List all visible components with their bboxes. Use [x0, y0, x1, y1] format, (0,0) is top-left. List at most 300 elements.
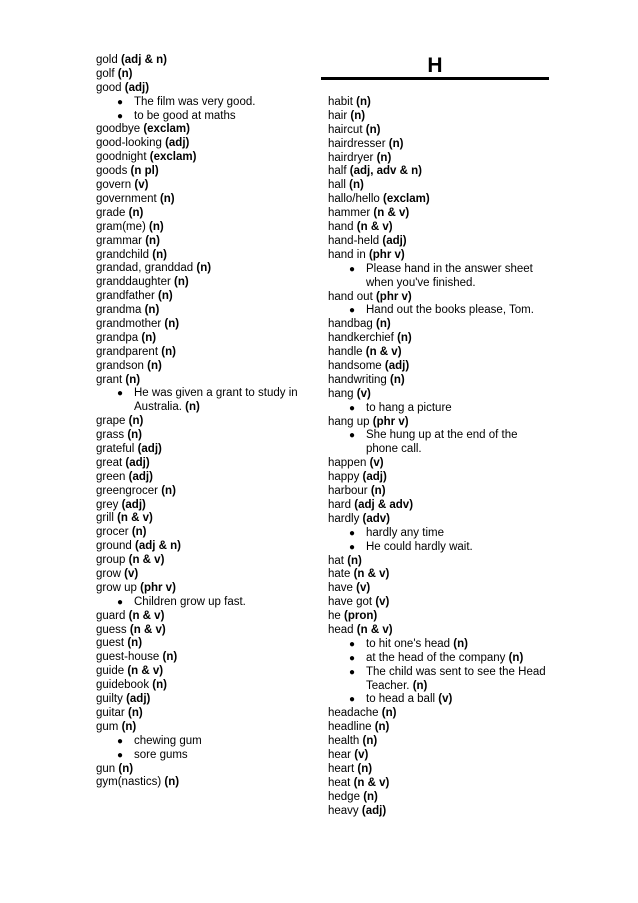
entry-word: golf: [96, 67, 115, 80]
example-text: The child was sent to see the Head Teacher.: [366, 665, 546, 692]
word-entry: [96, 151, 311, 165]
example-part-of-speech: (n): [508, 651, 524, 664]
word-entry: [96, 624, 311, 638]
entry-word: great: [96, 456, 123, 469]
part-of-speech: (n): [375, 318, 391, 331]
part-of-speech: (n): [356, 96, 371, 108]
word-entry: [328, 416, 550, 430]
part-of-speech: (exclam): [149, 151, 197, 164]
word-entry: [96, 721, 311, 735]
example-item: [328, 429, 550, 457]
entry-word: grass: [96, 429, 125, 442]
entry-word: greengrocer: [96, 484, 159, 497]
entry-word: grandfather: [96, 290, 155, 303]
entry-word: haircut: [328, 123, 363, 136]
example-text: to be good at maths: [134, 109, 236, 122]
part-of-speech: (exclam): [143, 123, 190, 136]
entry-word: happy: [328, 471, 360, 484]
entry-word: happen: [328, 457, 367, 470]
entry-word: goodnight: [96, 151, 147, 164]
part-of-speech: (n): [127, 637, 143, 650]
entry-word: heart: [328, 762, 355, 775]
word-entry: [328, 624, 550, 638]
part-of-speech: (n & v): [127, 665, 164, 678]
example-text: He was given a grant to study in Australia.: [134, 387, 298, 414]
example-item: [96, 96, 311, 110]
entry-word: guilty: [96, 693, 123, 706]
part-of-speech: (n): [159, 192, 175, 205]
bullet-icon: ●: [117, 735, 124, 747]
word-entry: [328, 346, 550, 360]
word-entry: [328, 165, 550, 179]
entry-word: grocer: [96, 526, 129, 539]
entry-word: have got: [328, 596, 373, 609]
example-item: [96, 387, 311, 415]
part-of-speech: (n): [127, 706, 143, 719]
entry-word: guess: [96, 623, 127, 636]
word-entry: [328, 777, 550, 791]
bullet-icon: ●: [117, 110, 124, 122]
entry-word: headline: [328, 721, 372, 734]
entry-word: half: [328, 165, 347, 178]
entry-word: granddaughter: [96, 276, 171, 289]
bullet-icon: ●: [117, 596, 124, 608]
entry-word: hand out: [328, 290, 373, 303]
bullet-icon: ●: [117, 96, 124, 108]
word-entry: [96, 707, 311, 721]
entry-word: grey: [96, 498, 119, 511]
part-of-speech: (n): [374, 721, 390, 734]
example-part-of-speech: (v): [438, 693, 453, 706]
entry-word: handkerchief: [328, 332, 394, 345]
entry-word: harbour: [328, 485, 368, 498]
part-of-speech: (adv): [362, 512, 391, 525]
part-of-speech: (n): [128, 206, 144, 219]
entry-word: grant: [96, 373, 123, 386]
part-of-speech: (n): [381, 707, 397, 720]
example-text: hardly any time: [366, 526, 444, 539]
word-entry: [328, 374, 550, 388]
word-entry: [96, 443, 311, 457]
word-entry: [328, 457, 550, 471]
entry-word: hair: [328, 109, 348, 122]
part-of-speech: (adj): [361, 804, 387, 817]
entry-word: guitar: [96, 706, 125, 719]
part-of-speech: (adj): [382, 234, 407, 247]
entry-word: handle: [328, 346, 363, 359]
entry-word: grape: [96, 415, 126, 428]
word-entry: [96, 651, 311, 665]
example-part-of-speech: (n): [412, 679, 428, 692]
entry-word: good: [96, 81, 122, 94]
word-entry: [328, 179, 550, 193]
entry-word: hand: [328, 221, 354, 234]
example-text: chewing gum: [134, 734, 202, 747]
word-entry: [328, 152, 550, 166]
part-of-speech: (n): [118, 762, 134, 775]
entry-word: gum: [96, 720, 119, 733]
word-entry: [96, 221, 311, 235]
part-of-speech: (adj & n): [135, 540, 182, 553]
word-entry: [96, 360, 311, 374]
entry-word: government: [96, 192, 157, 205]
word-entry: [96, 179, 311, 193]
part-of-speech: (phr v): [375, 290, 412, 303]
entry-word: grill: [96, 512, 114, 525]
section-divider: [321, 77, 549, 80]
part-of-speech: (n & v): [365, 346, 402, 359]
example-text: at the head of the company: [366, 651, 506, 664]
part-of-speech: (n): [117, 67, 133, 80]
part-of-speech: (adj): [165, 137, 190, 150]
part-of-speech: (v): [356, 387, 371, 400]
entry-word: guidebook: [96, 679, 150, 692]
word-entry: [328, 707, 550, 721]
part-of-speech: (n): [174, 276, 189, 289]
part-of-speech: (n & v): [129, 623, 166, 636]
word-entry: [96, 679, 311, 693]
part-of-speech: (phr v): [372, 415, 409, 428]
entry-word: grow: [96, 568, 121, 581]
part-of-speech: (n): [347, 554, 362, 567]
word-entry: [328, 291, 550, 305]
word-entry: [96, 290, 311, 304]
entry-word: hammer: [328, 207, 371, 220]
entry-word: grammar: [96, 234, 143, 247]
entry-word: head: [328, 623, 354, 636]
part-of-speech: (adj & n): [120, 54, 167, 66]
word-entry: [96, 512, 311, 526]
entry-word: heavy: [328, 804, 359, 817]
part-of-speech: (n & v): [373, 207, 410, 220]
entry-word: grandpa: [96, 331, 139, 344]
part-of-speech: (n): [196, 262, 212, 275]
word-entry: [96, 262, 311, 276]
part-of-speech: (n): [152, 679, 167, 692]
part-of-speech: (n & v): [128, 609, 165, 622]
example-item: [328, 652, 550, 666]
part-of-speech: (n): [376, 151, 392, 164]
part-of-speech: (n): [128, 415, 144, 428]
entry-word: good-looking: [96, 137, 162, 150]
part-of-speech: (n): [162, 651, 178, 664]
entry-word: guest: [96, 637, 125, 650]
word-entry: [96, 568, 311, 582]
entry-word: grow up: [96, 581, 137, 594]
word-entry: [328, 124, 550, 138]
example-item: [328, 638, 550, 652]
word-entry: [328, 110, 550, 124]
word-entry: [328, 735, 550, 749]
bullet-icon: ●: [349, 694, 356, 706]
entry-word: handwriting: [328, 373, 387, 386]
example-part-of-speech: (n): [453, 637, 468, 650]
example-part-of-speech: (n): [185, 401, 200, 414]
entry-word: gun: [96, 762, 116, 775]
entry-word: he: [328, 610, 341, 623]
word-entry: [96, 637, 311, 651]
part-of-speech: (n): [388, 137, 404, 150]
entry-word: grandma: [96, 304, 142, 317]
part-of-speech: (n & v): [353, 776, 390, 789]
entry-word: handsome: [328, 359, 382, 372]
bullet-icon: ●: [349, 666, 356, 678]
example-item: [328, 693, 550, 707]
part-of-speech: (pron): [344, 610, 378, 623]
word-entry: [96, 332, 311, 346]
word-entry: [328, 193, 550, 207]
part-of-speech: (n): [397, 332, 412, 345]
part-of-speech: (n pl): [130, 165, 159, 178]
word-entry: [96, 499, 311, 513]
part-of-speech: (n): [370, 485, 386, 498]
entry-word: hedge: [328, 790, 360, 803]
example-text: to hit one's head: [366, 637, 451, 650]
bullet-icon: ●: [349, 652, 356, 664]
word-entry: [328, 249, 550, 263]
word-entry: [328, 721, 550, 735]
example-item: [328, 263, 550, 291]
part-of-speech: (v): [356, 582, 371, 595]
entry-word: guide: [96, 665, 125, 678]
word-entry: [96, 540, 311, 554]
part-of-speech: (n): [161, 484, 176, 497]
word-entry: [96, 457, 311, 471]
part-of-speech: (n & v): [117, 512, 153, 525]
entry-word: hand in: [328, 248, 366, 261]
word-entry: [328, 332, 550, 346]
word-entry: [96, 235, 311, 249]
word-list-right-column: [328, 96, 550, 819]
part-of-speech: (adj): [124, 81, 150, 94]
word-entry: [328, 318, 550, 332]
bullet-icon: ●: [349, 638, 356, 650]
word-entry: [96, 471, 311, 485]
example-item: [96, 749, 311, 763]
bullet-icon: ●: [117, 749, 124, 761]
word-entry: [96, 374, 311, 388]
part-of-speech: (n): [363, 790, 378, 803]
part-of-speech: (n): [121, 720, 137, 733]
example-text: Hand out the books please, Tom.: [366, 304, 534, 317]
entry-word: hairdryer: [328, 151, 374, 164]
part-of-speech: (n): [349, 179, 364, 192]
part-of-speech: (n): [149, 220, 164, 233]
example-text: The film was very good.: [134, 95, 256, 108]
part-of-speech: (n): [164, 317, 180, 330]
example-text: He could hardly wait.: [366, 540, 473, 553]
entry-word: guard: [96, 609, 126, 622]
part-of-speech: (n): [164, 776, 180, 789]
entry-word: hallo/hello: [328, 193, 380, 206]
bullet-icon: ●: [349, 263, 356, 275]
part-of-speech: (adj): [121, 498, 146, 511]
word-entry: [96, 276, 311, 290]
part-of-speech: (v): [134, 179, 149, 192]
example-text: She hung up at the end of the phone call.: [366, 429, 518, 456]
part-of-speech: (n): [158, 290, 173, 303]
part-of-speech: (adj & adv): [354, 498, 414, 511]
example-item: [96, 110, 311, 124]
word-entry: [96, 68, 311, 82]
entry-word: hardly: [328, 512, 360, 525]
word-entry: [96, 249, 311, 263]
word-entry: [328, 96, 550, 110]
entry-word: hard: [328, 498, 352, 511]
bullet-icon: ●: [349, 527, 356, 539]
part-of-speech: (n): [350, 109, 366, 122]
word-entry: [96, 82, 311, 96]
entry-word: group: [96, 554, 126, 567]
word-entry: [328, 568, 550, 582]
entry-word: guest-house: [96, 651, 160, 664]
part-of-speech: (phr v): [368, 248, 405, 261]
part-of-speech: (v): [354, 749, 369, 762]
part-of-speech: (phr v): [140, 581, 176, 594]
part-of-speech: (n): [390, 373, 405, 386]
entry-word: hang up: [328, 415, 370, 428]
word-entry: [328, 513, 550, 527]
entry-word: hall: [328, 179, 346, 192]
part-of-speech: (n): [357, 762, 373, 775]
entry-word: green: [96, 470, 126, 483]
entry-word: grandson: [96, 359, 144, 372]
word-entry: [96, 582, 311, 596]
bullet-icon: ●: [349, 402, 356, 414]
part-of-speech: (adj): [384, 359, 410, 372]
word-entry: [328, 485, 550, 499]
part-of-speech: (n & v): [356, 623, 393, 636]
word-entry: [96, 123, 311, 137]
word-entry: [328, 610, 550, 624]
entry-word: gram(me): [96, 220, 146, 233]
word-entry: [328, 221, 550, 235]
word-list-left-column: [96, 54, 311, 790]
part-of-speech: (exclam): [383, 193, 430, 206]
part-of-speech: (n): [141, 331, 157, 344]
entry-word: goodbye: [96, 123, 141, 136]
entry-word: hear: [328, 749, 352, 762]
entry-word: goods: [96, 165, 128, 178]
part-of-speech: (n): [145, 234, 160, 247]
part-of-speech: (n): [365, 123, 381, 136]
part-of-speech: (n & v): [356, 221, 393, 234]
word-entry: [328, 749, 550, 763]
example-text: Children grow up fast.: [134, 595, 246, 608]
entry-word: headache: [328, 707, 379, 720]
example-text: sore gums: [134, 748, 188, 761]
entry-word: govern: [96, 179, 132, 192]
part-of-speech: (n): [131, 526, 147, 539]
bullet-icon: ●: [349, 541, 356, 553]
word-entry: [96, 193, 311, 207]
word-entry: [96, 54, 311, 68]
part-of-speech: (v): [124, 568, 139, 581]
entry-word: gold: [96, 54, 118, 66]
word-entry: [96, 763, 311, 777]
word-entry: [96, 526, 311, 540]
entry-word: grandmother: [96, 317, 162, 330]
word-entry: [96, 346, 311, 360]
entry-word: grandparent: [96, 345, 159, 358]
entry-word: habit: [328, 96, 353, 108]
word-entry: [328, 138, 550, 152]
part-of-speech: (n & v): [128, 554, 165, 567]
word-entry: [328, 388, 550, 402]
part-of-speech: (v): [375, 596, 390, 609]
entry-word: hand-held: [328, 234, 380, 247]
word-entry: [96, 665, 311, 679]
example-text: to hang a picture: [366, 401, 452, 414]
entry-word: hang: [328, 387, 354, 400]
entry-word: grateful: [96, 443, 135, 455]
word-entry: [96, 318, 311, 332]
example-item: [328, 541, 550, 555]
entry-word: ground: [96, 540, 132, 553]
part-of-speech: (adj): [125, 456, 150, 469]
entry-word: heat: [328, 776, 351, 789]
example-item: [96, 735, 311, 749]
section-heading: H: [427, 54, 443, 77]
word-entry: [96, 776, 311, 790]
part-of-speech: (n): [161, 345, 176, 358]
part-of-speech: (adj, adv & n): [349, 165, 422, 178]
bullet-icon: ●: [117, 388, 124, 400]
part-of-speech: (v): [369, 457, 384, 470]
word-entry: [96, 207, 311, 221]
entry-word: hate: [328, 568, 351, 581]
part-of-speech: (n): [152, 248, 167, 261]
entry-word: handbag: [328, 318, 373, 331]
word-entry: [96, 429, 311, 443]
example-item: [328, 402, 550, 416]
word-entry: [328, 555, 550, 569]
example-item: [328, 304, 550, 318]
part-of-speech: (n): [147, 359, 162, 372]
bullet-icon: ●: [349, 430, 356, 442]
example-item: [328, 527, 550, 541]
bullet-icon: ●: [349, 305, 356, 317]
word-entry: [328, 235, 550, 249]
part-of-speech: (adj): [126, 693, 151, 706]
example-text: to head a ball: [366, 693, 436, 706]
word-entry: [328, 791, 550, 805]
part-of-speech: (n): [127, 429, 143, 442]
word-entry: [328, 471, 550, 485]
word-entry: [96, 485, 311, 499]
entry-word: have: [328, 582, 353, 595]
entry-word: grade: [96, 206, 126, 219]
word-entry: [328, 805, 550, 819]
entry-word: grandchild: [96, 248, 150, 261]
part-of-speech: (n): [144, 304, 160, 317]
word-entry: [328, 207, 550, 221]
part-of-speech: (adj): [362, 471, 387, 484]
word-entry: [96, 415, 311, 429]
entry-word: gym(nastics): [96, 776, 162, 789]
part-of-speech: (n): [125, 373, 141, 386]
word-entry: [96, 610, 311, 624]
entry-word: hat: [328, 554, 344, 567]
word-entry: [328, 596, 550, 610]
word-entry: [96, 165, 311, 179]
word-entry: [328, 360, 550, 374]
word-entry: [328, 499, 550, 513]
word-entry: [328, 582, 550, 596]
part-of-speech: (adj): [128, 470, 153, 483]
part-of-speech: (adj): [137, 443, 162, 455]
entry-word: grandad, granddad: [96, 262, 194, 275]
